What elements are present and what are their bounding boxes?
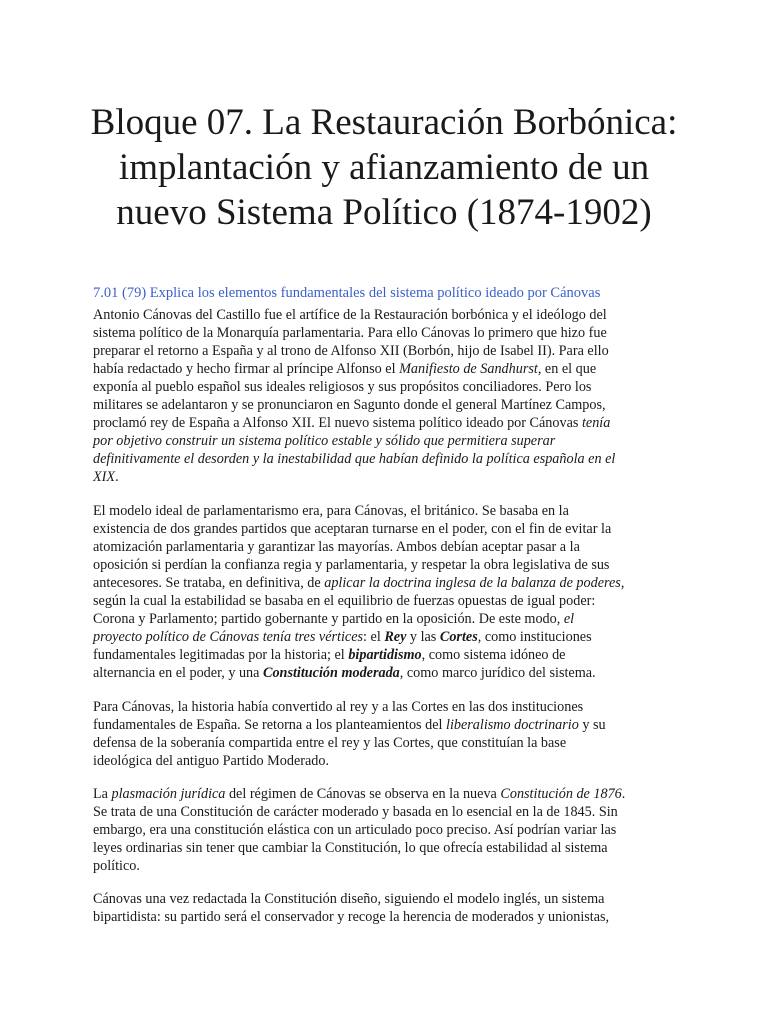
- text-run: , en el que: [537, 361, 597, 377]
- text-run: alternancia en el poder, y una: [93, 665, 263, 681]
- text-run: había redactado y hecho firmar al príncipe Alfonso el: [93, 361, 400, 377]
- paragraph-2: [93, 502, 693, 682]
- italic-run: aplicar la doctrina inglesa de la balanza de poderes: [324, 575, 621, 591]
- text-line: existencia de dos grandes partidos que aceptaran turnarse en el poder, con el fin de evitar la: [93, 521, 612, 537]
- text-line: [93, 610, 693, 628]
- text-line: bipartidista: su partido será el conservador y recoge la herencia de moderados y unionistas,: [93, 909, 610, 925]
- text-run: , como sistema idóneo de: [421, 647, 566, 663]
- text-line: [93, 414, 693, 432]
- text-run: : el: [363, 629, 385, 645]
- bold-italic-run: bipartidismo: [348, 647, 422, 663]
- text-line: [93, 664, 693, 682]
- text-line: [93, 785, 693, 803]
- text-line: militares se adelantaron y se pronunciaron en Sagunto donde el general Martínez Campos,: [93, 397, 606, 413]
- text-run: fundamentales de España. Se retorna a los planteamientos del: [93, 717, 446, 733]
- text-run: proclamó rey de España a Alfonso XII. El nuevo sistema político ideado por Cánovas: [93, 415, 582, 431]
- paragraph-3: [93, 698, 693, 770]
- text-line: leyes ordinarias sin tener que cambiar la Constitución, lo que ofrecía estabilidad al sistema: [93, 840, 608, 856]
- italic-run: tenía: [581, 415, 611, 431]
- text-run: .: [621, 786, 626, 802]
- text-line: ideológica del antiguo Partido Moderado.: [93, 753, 330, 769]
- text-line: sistema político de la Monarquía parlamentaria. Para ello Cánovas lo primero que hizo fue: [93, 325, 607, 341]
- italic-run: Constitución de 1876: [500, 786, 622, 802]
- text-line: exponía al pueblo español sus ideales religiosos y sus propósitos conciliadores. Pero los: [93, 379, 592, 395]
- text-run: Corona y Parlamento; partido gobernante y partido en la oposición. De este modo,: [93, 611, 564, 627]
- text-line: político.: [93, 858, 140, 874]
- text-run: , como instituciones: [477, 629, 592, 645]
- text-run: ,: [620, 575, 625, 591]
- text-line: [93, 468, 693, 486]
- text-line: [93, 628, 693, 646]
- paragraph-5: [93, 890, 693, 926]
- paragraph-4: [93, 785, 693, 875]
- title-line: implantación y afianzamiento de un: [118, 147, 650, 188]
- text-run: fundamentales legitimadas por la historia; el: [93, 647, 349, 663]
- italic-run: plasmación jurídica: [111, 786, 226, 802]
- text-line: atomización parlamentaria y garantizar las mayorías. Ambos debían aceptar pasar a la: [93, 539, 580, 555]
- text-line: embargo, era una constitución elástica con un articulado poco preciso. Así podrían variar las: [93, 822, 617, 838]
- text-run: y su: [578, 717, 606, 733]
- text-run: , como marco jurídico del sistema.: [399, 665, 596, 681]
- text-line: Antonio Cánovas del Castillo fue el artífice de la Restauración borbónica y el ideólogo del: [93, 307, 607, 323]
- text-line: según la cual la estabilidad se basaba en el equilibrio de fuerzas opuestas de igual poder:: [93, 593, 596, 609]
- bold-italic-run: Cortes: [439, 629, 478, 645]
- text-run: antecesores. Se trataba, en definitiva, de: [93, 575, 325, 591]
- bold-italic-run: Constitución moderada: [263, 665, 400, 681]
- bold-italic-run: Rey: [384, 629, 407, 645]
- italic-line: por objetivo construir un sistema político estable y sólido que permitiera superar: [93, 433, 556, 449]
- text-run: y las: [406, 629, 440, 645]
- paragraph-1: [93, 306, 693, 486]
- text-line: El modelo ideal de parlamentarismo era, para Cánovas, el británico. Se basaba en la: [93, 503, 569, 519]
- page-title: [60, 100, 708, 235]
- text-run: .: [115, 469, 119, 485]
- text-line: [93, 360, 693, 378]
- italic-run: XIX: [93, 469, 116, 485]
- italic-run: el: [563, 611, 575, 627]
- question-heading: 7.01 (79) Explica los elementos fundamentales del sistema político ideado por Cánovas: [93, 285, 601, 301]
- text-line: [93, 646, 693, 664]
- text-run: del régimen de Cánovas se observa en la nueva: [225, 786, 501, 802]
- italic-run: liberalismo doctrinario: [446, 717, 579, 733]
- text-line: oposición si perdían la confianza regia y parlamentaria, y respetar la obra legislativa de sus: [93, 557, 610, 573]
- italic-line: definitivamente el desorden y la inestabilidad que habían definido la política española en el: [93, 451, 616, 467]
- text-line: Cánovas una vez redactada la Constitución diseño, siguiendo el modelo inglés, un sistema: [93, 891, 605, 907]
- text-line: Se trata de una Constitución de carácter moderado y basada en lo esencial en la de 1845. Sin: [93, 804, 618, 820]
- italic-run: Manifiesto de Sandhurst: [399, 361, 538, 377]
- text-line: Para Cánovas, la historia había convertido al rey y a las Cortes en las dos instituciones: [93, 699, 584, 715]
- text-line: preparar el retorno a España y al trono de Alfonso XII (Borbón, hijo de Isabel II). Para ello: [93, 343, 609, 359]
- title-line: Bloque 07. La Restauración Borbónica:: [90, 102, 678, 143]
- text-line: defensa de la soberanía compartida entre el rey y las Cortes, que constituían la base: [93, 735, 567, 751]
- text-line: [93, 716, 693, 734]
- title-line: nuevo Sistema Político (1874-1902): [116, 192, 652, 233]
- italic-run: proyecto político de Cánovas tenía tres vértices: [93, 629, 364, 645]
- text-run: La: [93, 786, 112, 802]
- text-line: [93, 574, 693, 592]
